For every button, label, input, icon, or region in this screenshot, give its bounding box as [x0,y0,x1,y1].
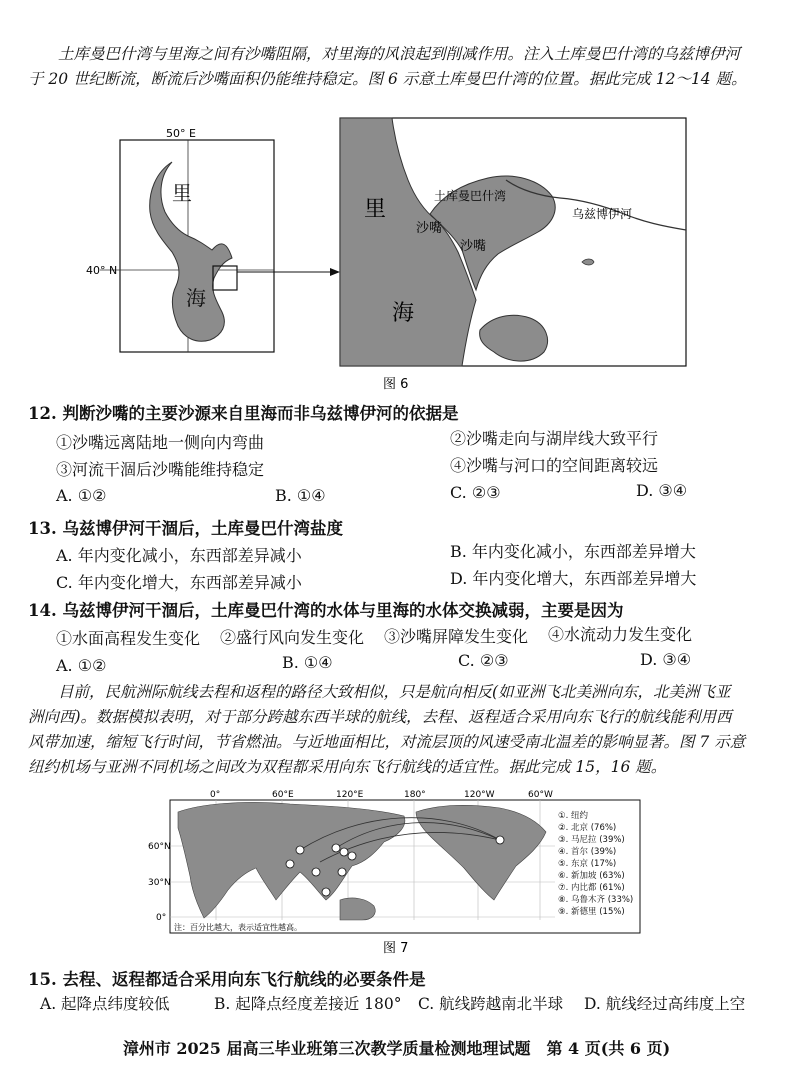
q15-option-d[interactable]: D. 航线经过高纬度上空 [584,995,746,1013]
fig6-left-sea-char2: 海 [186,286,206,310]
intro2-line3: 风带加速，缩短飞行时间，节省燃油。与近地面相比，对流层顶的风速受南北温差的影响显著。图 7 示意 [28,733,746,751]
q12-stem: 12. 判断沙嘴的主要沙源来自里海而非乌兹博伊河的依据是 [28,404,459,423]
intro2-line1: 目前，民航洲际航线去程和返程的路径大致相似，只是航向相反(如亚洲飞北美洲向东，北美洲飞亚 [58,683,731,701]
fig7-lat-label-1: 30°N [148,878,171,888]
intro2-line2: 洲向西)。数据模拟表明，对于部分跨越东西半球的航线，去程、返程适合采用向东飞行的航线能利用西 [28,708,732,726]
q14-statement-2: ②盛行风向发生变化 [220,628,365,647]
intro1-line2: 于 20 世纪断流，断流后沙嘴面积仍能维持稳定。图 6 示意土库曼巴什湾的位置。据此完成 12～14 题。 [28,70,747,88]
fig7-lon-label-1: 60°E [272,790,294,800]
q13-option-a[interactable]: A. 年内变化减小，东西部差异减小 [56,546,302,565]
fig7-legend-item: ③. 马尼拉 (39%) [558,835,625,845]
q13-option-b[interactable]: B. 年内变化减小，东西部差异增大 [450,542,696,561]
fig6-right-sea-char1: 里 [364,197,387,222]
fig7-legend-item: ④. 首尔 (39%) [558,847,617,857]
intro2-line4: 纽约机场与亚洲不同机场之间改为双程都采用向东飞行航线的适宜性。据此完成 15，16 题。 [28,758,667,776]
fig7-lat-label-0: 60°N [148,842,171,852]
fig6-lat-label: 40° N [86,264,118,277]
fig7-note: 注：百分比越大，表示适宜性越高。 [174,923,302,932]
q13-stem: 13. 乌兹博伊河干涸后，土库曼巴什湾盐度 [28,519,343,538]
q15-stem: 15. 去程、返程都适合采用向东飞行航线的必要条件是 [28,970,426,989]
q13-option-d[interactable]: D. 年内变化增大，东西部差异增大 [450,569,697,588]
q12-statement-1: ①沙嘴远离陆地一侧向内弯曲 [56,433,265,452]
fig7-legend-item: ⑧. 乌鲁木齐 (33%) [558,895,634,905]
q14-statement-4: ④水流动力发生变化 [548,625,693,644]
fig7-lon-label-5: 60°W [528,790,553,800]
q14-option-d[interactable]: D. ③④ [640,650,692,669]
fig7-lon-label-4: 120°W [464,790,495,800]
fig7-legend-item: ⑦. 内比都 (61%) [558,883,625,893]
q12-statement-3: ③河流干涸后沙嘴能维持稳定 [56,460,265,479]
q12-statement-4: ④沙嘴与河口的空间距离较远 [450,456,659,475]
fig7-lat-label-2: 0° [156,913,167,923]
q12-option-b[interactable]: B. ①④ [275,486,326,505]
page-footer: 漳州市 2025 届高三毕业班第三次教学质量检测地理试题 第 4 页(共 6 页) [122,1039,671,1058]
fig7-legend-item: ⑨. 新德里 (15%) [558,907,625,917]
fig7-lon-label-2: 120°E [336,790,364,800]
q14-statement-3: ③沙嘴屏障发生变化 [384,627,529,646]
fig6-spit-label-1: 沙嘴 [416,221,443,236]
q14-option-b[interactable]: B. ①④ [282,653,333,672]
q14-stem: 14. 乌兹博伊河干涸后，土库曼巴什湾的水体与里海的水体交换减弱，主要是因为 [28,601,624,620]
fig7-legend-item: ①. 纽约 [558,811,589,821]
fig7-legend-item: ⑤. 东京 (17%) [558,859,617,869]
fig7-lon-label-0: 0° [210,790,221,800]
fig6-left-sea-char1: 里 [172,181,192,205]
q13-option-c[interactable]: C. 年内变化增大，东西部差异减小 [56,573,302,592]
fig7-caption: 图 7 [383,941,409,956]
q15-option-a[interactable]: A. 起降点纬度较低 [40,995,170,1013]
fig6-bay-label: 土库曼巴什湾 [434,189,507,203]
q14-option-c[interactable]: C. ②③ [458,651,509,670]
q14-statement-1: ①水面高程发生变化 [56,629,201,648]
fig6-river-label: 乌兹博伊河 [572,207,633,221]
q15-option-b[interactable]: B. 起降点经度差接近 180° [214,995,402,1013]
fig6-caption: 图 6 [383,377,409,392]
fig6-spit-label-2: 沙嘴 [460,239,487,254]
q12-option-a[interactable]: A. ①② [56,486,107,505]
fig6-lon-label: 50° E [166,127,196,140]
fig7-lon-label-3: 180° [404,790,426,800]
fig7-legend-item: ⑥. 新加坡 (63%) [558,871,625,881]
q14-option-a[interactable]: A. ①② [56,656,107,675]
q15-option-c[interactable]: C. 航线跨越南北半球 [418,995,564,1013]
q12-statement-2: ②沙嘴走向与湖岸线大致平行 [450,429,659,448]
fig6-right-sea-char2: 海 [392,301,415,326]
intro1-line1: 土库曼巴什湾与里海之间有沙嘴阻隔，对里海的风浪起到削减作用。注入土库曼巴什湾的乌兹博伊河 [58,45,741,63]
fig7-legend-item: ②. 北京 (76%) [558,823,617,833]
q12-option-c[interactable]: C. ②③ [450,483,501,502]
q12-option-d[interactable]: D. ③④ [636,481,688,500]
